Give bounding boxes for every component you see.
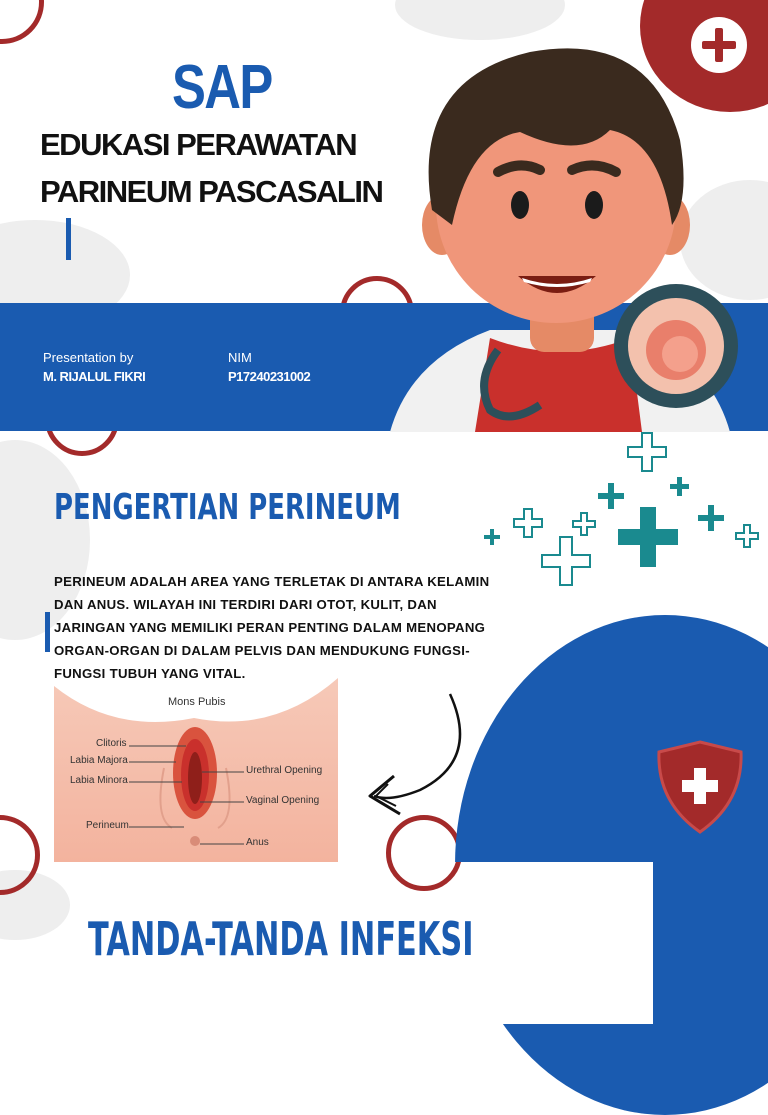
nim-value: P17240231002: [228, 369, 311, 384]
plus-icon-cluster: [480, 425, 768, 605]
title-line-1: EDUKASI PERAWATAN: [40, 127, 357, 162]
label-perineum: Perineum: [86, 820, 129, 831]
label-vaginal-opening: Vaginal Opening: [246, 795, 320, 806]
presenter-label: Presentation by: [43, 350, 134, 365]
text-cursor: [45, 612, 50, 652]
label-labia-minora: Labia Minora: [70, 775, 128, 786]
label-mons-pubis: Mons Pubis: [168, 696, 226, 708]
blue-block: [653, 862, 768, 1024]
shield-plus-icon: [655, 740, 745, 834]
label-labia-majora: Labia Majora: [70, 755, 128, 766]
arrow-icon: [360, 690, 470, 820]
title-line-2: PARINEUM PASCASALIN: [40, 174, 383, 209]
label-clitoris: Clitoris: [96, 738, 127, 749]
label-urethral-opening: Urethral Opening: [246, 765, 323, 776]
decorative-ring: [0, 0, 44, 44]
presenter-name: M. RIJALUL FIKRI: [43, 369, 146, 384]
section-heading-perineum: PENGERTIAN PERINEUM: [54, 487, 401, 528]
title-sap: SAP: [172, 53, 272, 122]
label-anus: Anus: [246, 837, 269, 848]
nim-label: NIM: [228, 350, 252, 365]
text-cursor: [66, 218, 71, 260]
definition-paragraph: PERINEUM ADALAH AREA YANG TERLETAK DI ANTARA KELAMIN DAN ANUS. WILAYAH INI TERDIRI DARI OTOT, KULIT, DAN JARINGAN YANG MEMILIKI PERAN PENTING DALAM MENOPANG ORGAN-ORGAN DI DALAM PELVIS DAN MENDUKUNG FUNGSI-FUNGSI TUBUH YANG VITAL.: [54, 574, 490, 681]
section-heading-infection: TANDA-TANDA INFEKSI: [88, 912, 474, 966]
doctor-illustration: [380, 20, 740, 432]
